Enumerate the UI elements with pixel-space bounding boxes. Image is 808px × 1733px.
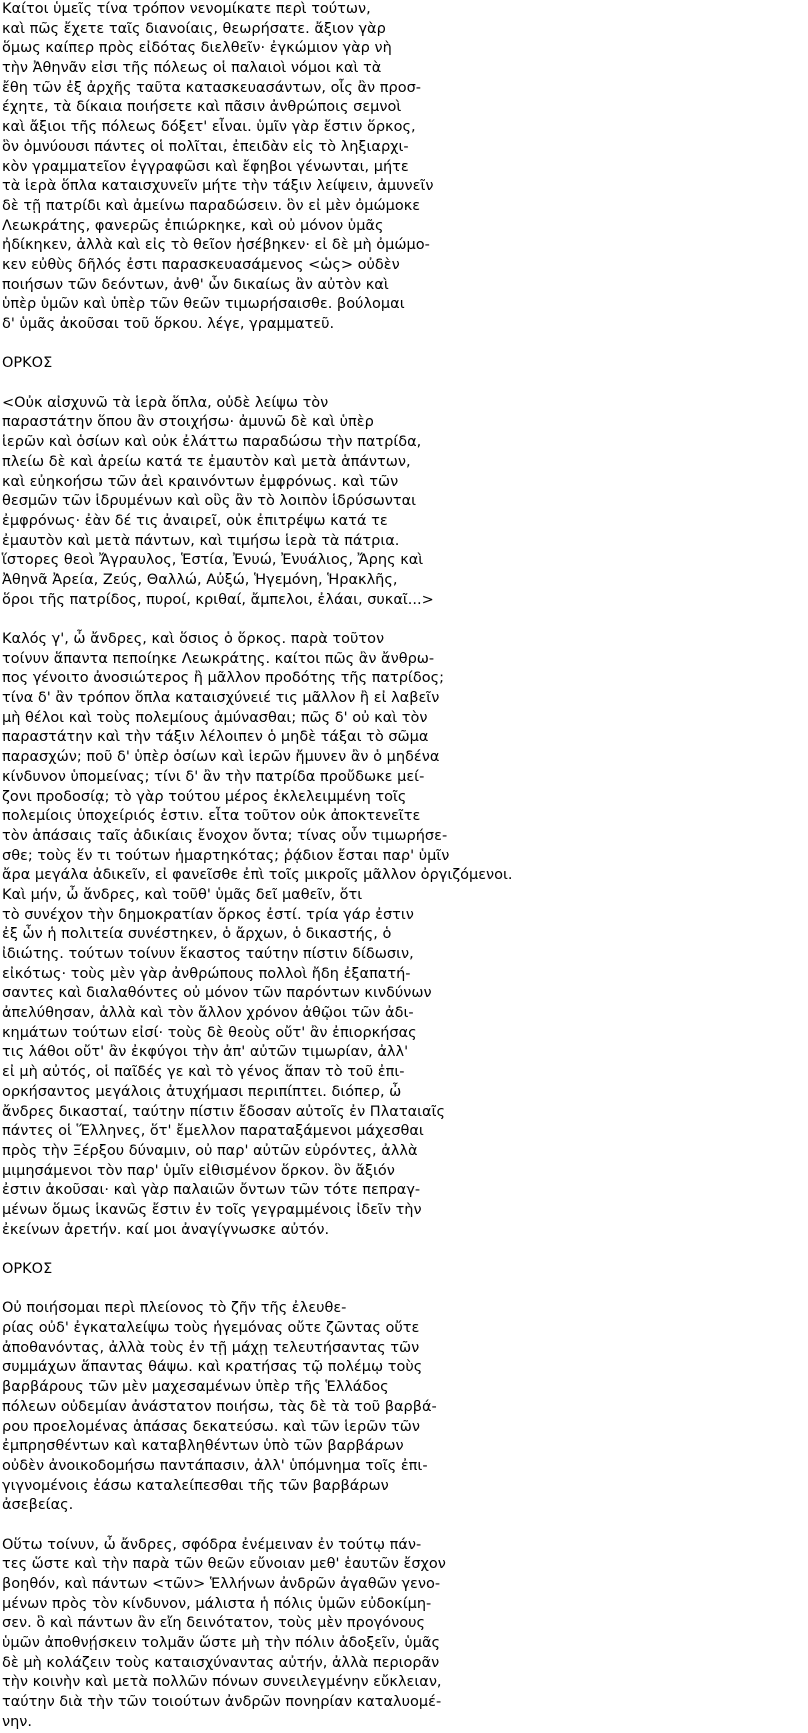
paragraph-gap	[2, 610, 802, 630]
paragraph-gap	[2, 1240, 802, 1260]
text-line: καὶ εὐηκοήσω τῶν ἀεὶ κραινόντων ἐμφρόνως. καὶ τῶν	[2, 473, 399, 490]
text-line: ἐστιν ἀκοῦσαι· καὶ γὰρ παλαιῶν ὄντων τῶν τότε πεπραγ-	[2, 1182, 421, 1199]
text-line: κημάτων τούτων εἰσί· τοὺς δὲ θεοὺς οὔτ' ἂν ἐπιορκήσας	[2, 1024, 417, 1041]
text-line: ταύτην διὰ τὴν τῶν τοιούτων ἀνδρῶν πονηρίαν καταλυομέ-	[2, 1694, 442, 1711]
text-line: τις λάθοι οὔτ' ἂν ἐκφύγοι τὴν ἀπ' αὐτῶν τιμωρίαν, ἀλλ'	[2, 1044, 409, 1061]
paragraph-gap	[2, 374, 802, 394]
text-line: μιμησάμενοι τὸν παρ' ὑμῖν εἰθισμένον ὅρκον. ὃν ἄξιόν	[2, 1162, 395, 1179]
paragraph-gap	[2, 335, 802, 355]
text-line: παρασχών; ποῦ δ' ὑπὲρ ὁσίων καὶ ἱερῶν ἤμυνεν ἂν ὁ μηδένα	[2, 749, 440, 766]
text-line: πος γένοιτο ἀνοσιώτερος ἢ μᾶλλον προδότης τῆς πατρίδος;	[2, 670, 444, 687]
text-line: ἄνδρες δικασταί, ταύτην πίστιν ἔδοσαν αὐτοῖς ἐν Πλαταιαῖς	[2, 1103, 446, 1120]
text-line: ἀπελύθησαν, ἀλλὰ καὶ τὸν ἄλλον χρόνον ἀθῷοι τῶν ἀδι-	[2, 1005, 414, 1022]
text-line: ἰδιώτης. τούτων τοίνυν ἕκαστος ταύτην πίστιν δίδωσιν,	[2, 946, 414, 962]
text-line: ἔθη τῶν ἐξ ἀρχῆς ταῦτα κατασκευασάντων, οἷς ἂν προσ-	[2, 79, 421, 96]
text-line: παραστάτην καὶ τὴν τάξιν λέλοιπεν ὁ μηδὲ τάξαι τὸ σῶμα	[2, 729, 429, 746]
text-line: τὸ συνέχον τὴν δημοκρατίαν ὅρκος ἐστί. τρία γάρ ἐστιν	[2, 906, 414, 923]
text-line: ἐξ ὧν ἡ πολιτεία συνέστηκεν, ὁ ἄρχων, ὁ δικαστής, ὁ	[2, 926, 392, 943]
text-line: εἰκότως· τοὺς μὲν γὰρ ἀνθρώπους πολλοὶ ἤδη ἐξαπατή-	[2, 965, 411, 982]
text-line: δὲ μὴ κολάζειν τοὺς καταισχύναντας αὐτήν, ἀλλὰ περιορᾶν	[2, 1654, 440, 1671]
text-line: τίνα δ' ἂν τρόπον ὅπλα καταισχύνειέ τις μᾶλλον ἢ εἰ λαβεῖν	[2, 690, 440, 707]
text-line: θεσμῶν τῶν ἱδρυμένων καὶ οὓς ἂν τὸ λοιπὸν ἱδρύσωνται	[2, 493, 417, 510]
text-line: ὑπὲρ ὑμῶν καὶ ὑπὲρ τῶν θεῶν τιμωρήσαισθε. βούλομαι	[2, 296, 405, 313]
text-line: ἐκείνων ἀρετήν. καί μοι ἀναγίγνωσκε αὐτόν.	[2, 1221, 330, 1238]
paragraph-gap	[2, 1280, 802, 1300]
text-line: σθε; τοὺς ἕν τι τούτων ἡμαρτηκότας; ῥᾴδιον ἔσται παρ' ὑμῖν	[2, 847, 450, 864]
section-heading	[2, 354, 802, 374]
text-line: ρίας οὐδ' ἐγκαταλείψω τοὺς ἡγεμόνας οὔτε ζῶντας οὔτε	[2, 1320, 420, 1337]
text-line: ἐμαυτὸν καὶ μετὰ πάντων, καὶ τιμήσω ἱερὰ τὰ πάτρια.	[2, 532, 400, 549]
paragraph	[2, 1536, 802, 1733]
text-line: ζονι προδοσίᾳ; τὸ γὰρ τούτου μέρος ἐκλελειμμένη τοῖς	[2, 788, 407, 805]
text-line: Καὶ μήν, ὦ ἄνδρες, καὶ τοῦθ' ὑμᾶς δεῖ μαθεῖν, ὅτι	[2, 886, 363, 903]
text-line: πόλεων οὐδεμίαν ἀνάστατον ποιήσω, τὰς δὲ τὰ τοῦ βαρβά-	[2, 1398, 437, 1415]
text-line: πλείω δὲ καὶ ἀρείω κατά τε ἐμαυτὸν καὶ μετὰ ἁπάντων,	[2, 453, 411, 470]
text-line: δὲ τῇ πατρίδι καὶ ἀμείνω παραδώσειν. ὃν εἰ μὲν ὀμώμοκε	[2, 197, 421, 214]
text-line: Καίτοι ὑμεῖς τίνα τρόπον νενομίκατε περὶ τούτων,	[2, 1, 371, 17]
text-line: ἄρα μεγάλα ἀδικεῖν, εἰ φανεῖσθε ἐπὶ τοῖς μικροῖς μᾶλλον ὀργιζόμενοι.	[2, 867, 513, 884]
text-line: καὶ πῶς ἔχετε ταῖς διανοίαις, θεωρήσατε. ἄξιον γὰρ	[2, 20, 386, 37]
heading-text: ΟΡΚΟΣ	[2, 1261, 53, 1277]
text-line: ἀποθανόντας, ἀλλὰ τοὺς ἐν τῇ μάχῃ τελευτήσαντας τῶν	[2, 1339, 420, 1356]
paragraph	[2, 1299, 802, 1516]
text-line: μὴ θέλοι καὶ τοὺς πολεμίους ἀμύνασθαι; πῶς δ' οὐ καὶ τὸν	[2, 709, 428, 726]
heading-text: ΟΡΚΟΣ	[2, 355, 53, 372]
text-line: Λεωκράτης, φανερῶς ἐπιώρκηκε, καὶ οὐ μόνον ὑμᾶς	[2, 217, 384, 234]
text-line: ἀσεβείας.	[2, 1497, 74, 1514]
paragraph	[2, 0, 802, 335]
text-line: κὸν γραμματεῖον ἐγγραφῶσι καὶ ἔφηβοι γένωνται, μήτε	[2, 158, 409, 175]
text-line: Καλός γ', ὦ ἄνδρες, καὶ ὅσιος ὁ ὅρκος. παρὰ τοῦτον	[2, 631, 385, 647]
text-line: ὃν ὀμνύουσι πάντες οἱ πολῖται, ἐπειδὰν εἰς τὸ ληξιαρχι-	[2, 138, 409, 155]
text-line: σαντες καὶ διαλαθόντες οὐ μόνον τῶν παρόντων κινδύνων	[2, 985, 432, 1002]
text-line: τὰ ἱερὰ ὅπλα καταισχυνεῖν μήτε τὴν τάξιν λείψειν, ἀμυνεῖν	[2, 178, 434, 195]
text-line: Οὕτω τοίνυν, ὦ ἄνδρες, σφόδρα ἐνέμειναν ἐν τούτῳ πάν-	[2, 1536, 422, 1553]
text-line: γιγνομένοις ἐάσω καταλείπεσθαι τῆς τῶν βαρβάρων	[2, 1477, 389, 1494]
paragraph	[2, 630, 802, 1240]
text-line: τοίνυν ἅπαντα πεποίηκε Λεωκράτης. καίτοι πῶς ἂν ἄνθρω-	[2, 650, 435, 667]
text-line: τὴν Ἀθηνᾶν εἰσι τῆς πόλεως οἱ παλαιοὶ νόμοι καὶ τὰ	[2, 60, 382, 77]
text-line: ποιήσων τῶν δεόντων, ἀνθ' ὧν δικαίως ἂν αὐτὸν καὶ	[2, 276, 389, 293]
text-line: παραστάτην ὅπου ἂν στοιχήσω· ἀμυνῶ δὲ καὶ ὑπὲρ	[2, 414, 374, 431]
text-line: τὴν κοινὴν καὶ μετὰ πολλῶν πόνων συνειλεγμένην εὔκλειαν,	[2, 1674, 442, 1691]
text-line: <Οὐκ αἰσχυνῶ τὰ ἱερὰ ὅπλα, οὐδὲ λείψω τὸν	[2, 394, 329, 411]
text-line: ὅροι τῆς πατρίδος, πυροί, κριθαί, ἄμπελοι, ἐλάαι, συκαῖ...>	[2, 591, 434, 608]
text-line: οὐδὲν ἀνοικοδομήσω παντάπασιν, ἀλλ' ὑπόμνημα τοῖς ἐπι-	[2, 1457, 428, 1474]
text-line: μένων πρὸς τὸν κίνδυνον, μάλιστα ἡ πόλις ὑμῶν εὐδοκίμη-	[2, 1595, 432, 1612]
text-line: νην.	[2, 1713, 32, 1730]
text-line: έχητε, τὰ δίκαια ποιήσετε καὶ πᾶσιν ἀνθρώποις σεμνοὶ	[2, 99, 402, 116]
section-heading	[2, 1260, 802, 1280]
text-line: εἰ μὴ αὐτός, οἱ παῖδές γε καὶ τὸ γένος ἅπαν τὸ τοῦ ἐπι-	[2, 1064, 405, 1081]
text-line: συμμάχων ἅπαντας θάψω. καὶ κρατήσας τῷ πολέμῳ τοὺς	[2, 1359, 423, 1376]
text-line: ρου προελομένας ἁπάσας δεκατεύσω. καὶ τῶν ἱερῶν τῶν	[2, 1418, 421, 1435]
document-page	[2, 0, 802, 1733]
text-line: καὶ ἄξιοι τῆς πόλεως δόξετ' εἶναι. ὑμῖν γὰρ ἔστιν ὅρκος,	[2, 119, 416, 136]
text-line: ορκήσαντος μεγάλοις ἀτυχήμασι περιπίπτει. διόπερ, ὦ	[2, 1083, 402, 1100]
paragraph-gap	[2, 1516, 802, 1536]
text-line: ὅμως καίπερ πρὸς εἰδότας διελθεῖν· ἐγκώμιον γὰρ νὴ	[2, 40, 392, 57]
text-line: βοηθόν, καὶ πάντων <τῶν> Ἑλλήνων ἀνδρῶν ἀγαθῶν γενο-	[2, 1576, 441, 1592]
text-line: ὑμῶν ἀποθνῄσκειν τολμᾶν ὥστε μὴ τὴν πόλιν ἀδοξεῖν, ὑμᾶς	[2, 1635, 441, 1652]
text-line: ἵστορες θεοὶ Ἄγραυλος, Ἑστία, Ἐνυώ, Ἐνυάλιος, Ἄρης καὶ	[2, 552, 424, 569]
text-line: μένων ὅμως ἱκανῶς ἔστιν ἐν τοῖς γεγραμμένοις ἰδεῖν τὴν	[2, 1201, 422, 1218]
text-line: ἠδίκηκεν, ἀλλὰ καὶ εἰς τὸ θεῖον ἠσέβηκεν· εἰ δὲ μὴ ὀμώμο-	[2, 237, 430, 254]
text-line: ἐμφρόνως· ἐὰν δέ τις ἀναιρεῖ, οὐκ ἐπιτρέψω κατά τε	[2, 512, 388, 529]
text-line: πρὸς τὴν Ξέρξου δύναμιν, οὐ παρ' αὐτῶν εὑρόντες, ἀλλὰ	[2, 1142, 418, 1159]
text-line: πολεμίοις ὑποχείριός ἐστιν. εἶτα τοῦτον οὐκ ἀποκτενεῖτε	[2, 808, 421, 825]
text-line: πάντες οἱ Ἕλληνες, ὅτ' ἔμελλον παραταξάμενοι μάχεσθαι	[2, 1123, 424, 1140]
text-line: σεν. ὃ καὶ πάντων ἂν εἴη δεινότατον, τοὺς μὲν προγόνους	[2, 1615, 426, 1632]
text-line: ἱερῶν καὶ ὁσίων καὶ οὐκ ἐλάττω παραδώσω τὴν πατρίδα,	[2, 434, 422, 451]
text-line: δ' ὑμᾶς ἀκοῦσαι τοῦ ὅρκου. λέγε, γραμματεῦ.	[2, 316, 335, 332]
text-line: βαρβάρους τῶν μὲν μαχεσαμένων ὑπὲρ τῆς Ἑλλάδος	[2, 1379, 389, 1396]
text-line: κίνδυνον ὑπομείνας; τίνι δ' ἂν τὴν πατρίδα προὔδωκε μεί-	[2, 768, 425, 785]
text-line: κεν εὐθὺς δῆλός ἐστι παρασκευασάμενος <ὡς> οὐδὲν	[2, 256, 400, 273]
paragraph	[2, 394, 802, 611]
text-line: Οὐ ποιήσομαι περὶ πλείονος τὸ ζῆν τῆς ἐλευθε-	[2, 1300, 347, 1317]
text-line: ἐμπρησθέντων καὶ καταβληθέντων ὑπὸ τῶν βαρβάρων	[2, 1438, 404, 1455]
text-line: τὸν ἁπάσαις ταῖς ἀδικίαις ἔνοχον ὄντα; τίνας οὖν τιμωρήσε-	[2, 827, 448, 844]
text-line: Ἀθηνᾶ Ἀρεία, Ζεύς, Θαλλώ, Αὐξώ, Ἡγεμόνη, Ἡρακλῆς,	[2, 571, 398, 588]
text-line: τες ὥστε καὶ τὴν παρὰ τῶν θεῶν εὔνοιαν μεθ' ἑαυτῶν ἔσχον	[2, 1556, 446, 1573]
